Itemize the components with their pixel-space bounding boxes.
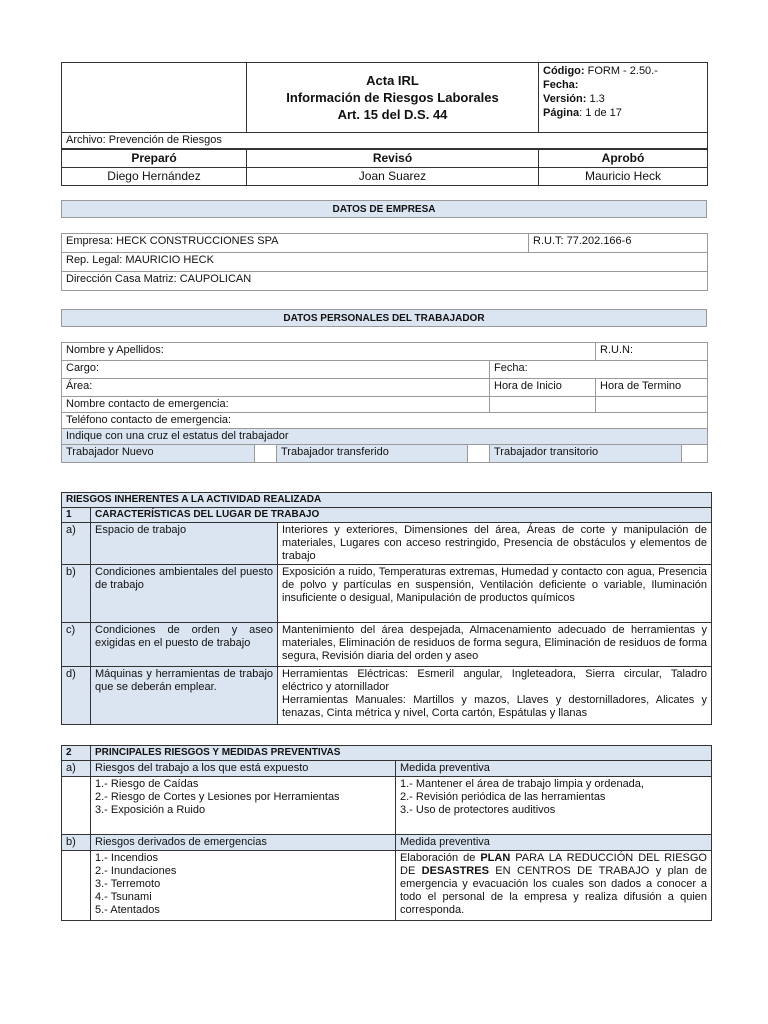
section-2-number: 2 [62,746,91,761]
prepared-header: Preparó [62,150,247,168]
row-c-text: Mantenimiento del área despejada, Almacenamiento adecuado de herramientas y materiales, Eliminación de residuos de forma segura, Eliminación de residuos de forma segura, Revisión diaria del orden y aseo [278,623,712,667]
pagina-label: Página [543,107,580,119]
hora-termino-field[interactable]: Hora de Termino [596,379,708,397]
emergency-item: 1.- Incendios [95,852,158,864]
emergency-item: 2.- Inundaciones [95,865,177,877]
empresa-name: Empresa: HECK CONSTRUCCIONES SPA [62,234,529,253]
row-a-text: Interiores y exteriores, Dimensiones del área, Áreas de corte y manipulación de materiales, Lugares con acceso restringido, Presencia de obstáculos y elementos de trabajo [278,523,712,565]
codigo-value: FORM - 2.50.- [587,65,658,77]
trabajador-section-title: DATOS PERSONALES DEL TRABAJADOR [61,309,707,327]
riesgos-table [61,492,712,725]
measure-item: 3.- Uso de protectores auditivos [400,804,556,816]
opcion-transitorio-label: Trabajador transitorio [490,445,682,463]
row-d-text-manual: Herramientas Manuales: Martillos y mazos, Llaves y destornilladores, Alicates y tenazas, Cinta métrica y nivel, Corta cartón, Espátulas y llanas [282,694,708,719]
risk-item: 1.- Riesgo de Caídas [95,778,199,790]
title-line-2: Información de Riesgos Laborales [286,90,499,105]
document-title [247,63,539,133]
row-b-letter: b) [62,565,91,623]
pagina-value: : 1 de 17 [579,107,622,119]
empresa-rut: R.U.T: 77.202.166-6 [529,234,708,253]
run-field[interactable]: R.U.N: [596,343,708,361]
opcion-transferido-checkbox[interactable] [468,445,490,463]
cargo-field[interactable]: Cargo: [62,361,490,379]
row-2b-risk-header: Riesgos derivados de emergencias [91,835,396,851]
area-field[interactable]: Área: [62,379,490,397]
archivo-cell: Archivo: Prevención de Riesgos [62,133,708,149]
reviewed-header: Revisó [247,150,539,168]
opcion-transferido-label: Trabajador transferido [277,445,468,463]
section-1-title: CARACTERÍSTICAS DEL LUGAR DE TRABAJO [91,508,712,523]
row-d-text [278,667,712,725]
title-line-1: Acta IRL [366,73,419,88]
empresa-rep-legal: Rep. Legal: MAURICIO HECK [62,253,708,272]
empresa-table [61,233,708,291]
measure-item: 1.- Mantener el área de trabajo limpia y ordenada, [400,778,644,790]
logo-area [62,63,247,133]
risk-item: 2.- Riesgo de Cortes y Lesiones por Herramientas [95,791,340,803]
row-2a-measure-header: Medida preventiva [396,761,712,777]
row-2b-letter: b) [62,835,91,851]
empresa-section-title: DATOS DE EMPRESA [61,200,707,218]
opcion-transitorio-checkbox[interactable] [682,445,708,463]
version-value: 1.3 [589,93,605,105]
principales-table [61,745,712,921]
document-meta [539,63,708,133]
row-2a-measures [396,777,712,835]
emergency-item: 4.- Tsunami [95,891,152,903]
trabajador-table [61,342,708,463]
approvals-table [61,149,708,186]
codigo-label: Código: [543,65,585,77]
contacto-field[interactable]: Nombre contacto de emergencia: [62,397,490,413]
measure-item: 2.- Revisión periódica de las herramientas [400,791,606,803]
row-2b-measure-header: Medida preventiva [396,835,712,851]
document-header [61,62,708,149]
version-label: Versión: [543,93,587,105]
row-c-letter: c) [62,623,91,667]
fecha-label: Fecha: [543,79,579,91]
row-c-label: Condiciones de orden y aseo exigidas en el puesto de trabajo [91,623,278,667]
emergency-item: 5.- Atentados [95,904,160,916]
row-d-text-electric: Herramientas Eléctricas: Esmeril angular, Ingleteadora, Sierra circular, Taladro eléctrico y atornillador [282,668,708,693]
section-2-title: PRINCIPALES RIESGOS Y MEDIDAS PREVENTIVAS [91,746,712,761]
fecha-field[interactable]: Fecha: [490,361,708,379]
prepared-name: Diego Hernández [62,168,247,186]
opcion-nuevo-checkbox[interactable] [255,445,277,463]
risk-item: 3.- Exposición a Ruido [95,804,206,816]
empresa-direccion: Dirección Casa Matriz: CAUPOLICAN [62,272,708,291]
approved-header: Aprobó [539,150,708,168]
row-2a-letter: a) [62,761,91,777]
row-2b-risks [91,851,396,921]
row-a-letter: a) [62,523,91,565]
reviewed-name: Joan Suarez [247,168,539,186]
emergency-item: 3.- Terremoto [95,878,161,890]
row-2a-risk-header: Riesgos del trabajo a los que está expuesto [91,761,396,777]
hora-inicio-field[interactable]: Hora de Inicio [490,379,596,397]
row-b-label: Condiciones ambientales del puesto de trabajo [91,565,278,623]
section-1-number: 1 [62,508,91,523]
riesgos-title: RIESGOS INHERENTES A LA ACTIVIDAD REALIZADA [62,493,712,508]
nombre-field[interactable]: Nombre y Apellidos: [62,343,596,361]
title-line-3: Art. 15 del D.S. 44 [337,107,448,122]
row-d-label: Máquinas y herramientas de trabajo que se deberán emplear. [91,667,278,725]
estatus-instruction: Indique con una cruz el estatus del trabajador [62,429,708,445]
row-d-letter: d) [62,667,91,725]
row-a-label: Espacio de trabajo [91,523,278,565]
row-2b-measure: Elaboración de PLAN PARA LA REDUCCIÓN DEL RIESGO DE DESASTRES EN CENTROS DE TRABAJO y plan de emergencia y evacuación los cuales son dados a conocer a todo el personal de la empresa y realiza difusión a quien corresponda. [396,851,712,921]
row-b-text: Exposición a ruido, Temperaturas extremas, Humedad y contacto con agua, Presencia de polvo y partículas en suspensión, Ventilación deficiente o variable, Iluminación insuficiente o desigual, Manipulación de productos químicos [278,565,712,623]
row-2a-risks [91,777,396,835]
telefono-field[interactable]: Teléfono contacto de emergencia: [62,413,708,429]
opcion-nuevo-label: Trabajador Nuevo [62,445,255,463]
approved-name: Mauricio Heck [539,168,708,186]
